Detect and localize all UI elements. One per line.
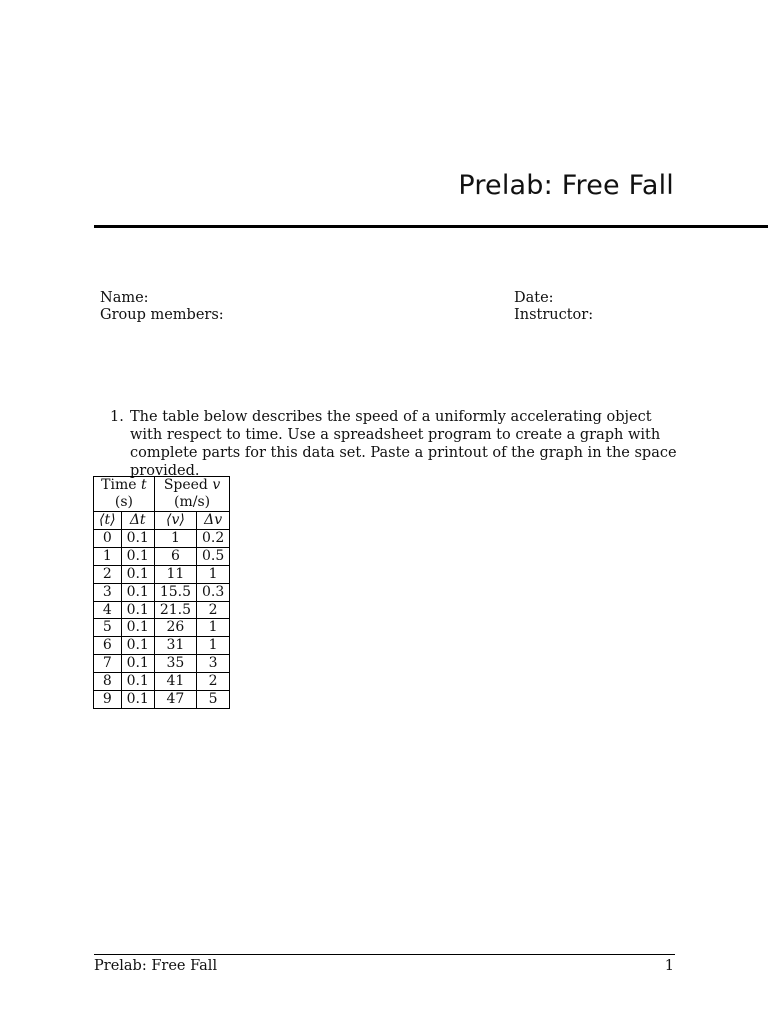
table-cell: 1 [94, 547, 122, 565]
table-cell: 0.1 [121, 601, 154, 619]
table-cell: 7 [94, 655, 122, 673]
sub-header-cell: Δv [197, 512, 230, 530]
footer-title: Prelab: Free Fall [94, 958, 218, 974]
table-row [94, 691, 230, 709]
table-cell: 3 [197, 655, 230, 673]
table-row [94, 529, 230, 547]
table-row [94, 673, 230, 691]
name-label: Name: [100, 290, 149, 306]
table-row [94, 637, 230, 655]
table-cell: 1 [197, 619, 230, 637]
table-cell: 0.1 [121, 637, 154, 655]
table-cell: 9 [94, 691, 122, 709]
table-cell: 6 [94, 637, 122, 655]
question-number: 1. [110, 409, 124, 425]
group-members-label: Group members: [100, 307, 224, 323]
table-cell: 0.1 [121, 655, 154, 673]
time-header-name: Time [101, 477, 137, 493]
table-cell: 0.1 [121, 691, 154, 709]
speed-header-unit: (m/s) [173, 494, 211, 510]
table-cell: 5 [197, 691, 230, 709]
table-cell: 1 [154, 529, 196, 547]
table-cell: 0.2 [197, 529, 230, 547]
table-row [94, 565, 230, 583]
title-rule [94, 225, 768, 228]
instructor-label: Instructor: [514, 307, 594, 323]
page-number: 1 [664, 958, 674, 974]
time-header [94, 477, 155, 512]
table-cell: 3 [94, 583, 122, 601]
table-cell: 1 [197, 565, 230, 583]
table-cell: 6 [154, 547, 196, 565]
table-cell: 4 [94, 601, 122, 619]
table-cell: 47 [154, 691, 196, 709]
sub-header-cell: Δt [121, 512, 154, 530]
table-cell: 31 [154, 637, 196, 655]
table-cell: 1 [197, 637, 230, 655]
table-cell: 0.1 [121, 529, 154, 547]
table-cell: 0.1 [121, 565, 154, 583]
table-cell: 0.5 [197, 547, 230, 565]
speed-header-name: Speed [163, 477, 208, 493]
table-cell: 0.1 [121, 619, 154, 637]
table-cell: 11 [154, 565, 196, 583]
table-cell: 0.1 [121, 547, 154, 565]
speed-header [154, 477, 229, 512]
table-cell: 41 [154, 673, 196, 691]
table-cell: 2 [197, 601, 230, 619]
time-header-symbol: t [141, 477, 147, 493]
table-cell: 8 [94, 673, 122, 691]
page-title: Prelab: Free Fall [458, 170, 674, 201]
table-cell: 35 [154, 655, 196, 673]
table-row [94, 619, 230, 637]
table-cell: 0 [94, 529, 122, 547]
table-row [94, 601, 230, 619]
table-row [94, 547, 230, 565]
footer-rule [94, 954, 675, 955]
data-table [93, 476, 230, 709]
sub-header-cell: ⟨v⟩ [154, 512, 196, 530]
table-cell: 5 [94, 619, 122, 637]
group-header-row [94, 477, 230, 512]
table-cell: 0.1 [121, 583, 154, 601]
sub-header-cell: ⟨t⟩ [94, 512, 122, 530]
table-cell: 26 [154, 619, 196, 637]
table-cell: 2 [197, 673, 230, 691]
speed-header-symbol: v [212, 477, 221, 493]
table-cell: 21.5 [154, 601, 196, 619]
table-row [94, 655, 230, 673]
table-cell: 0.3 [197, 583, 230, 601]
table-cell: 15.5 [154, 583, 196, 601]
date-label: Date: [514, 290, 554, 306]
sub-header-row [94, 512, 230, 530]
question-text: The table below describes the speed of a uniformly accelerating object with respect to time. Use a spreadsheet program to create a graph with complete parts for this data set. Paste a printout of the graph in the space provided. [130, 409, 677, 479]
table-cell: 0.1 [121, 673, 154, 691]
table-cell: 2 [94, 565, 122, 583]
time-header-unit: (s) [114, 494, 133, 510]
table-row [94, 583, 230, 601]
